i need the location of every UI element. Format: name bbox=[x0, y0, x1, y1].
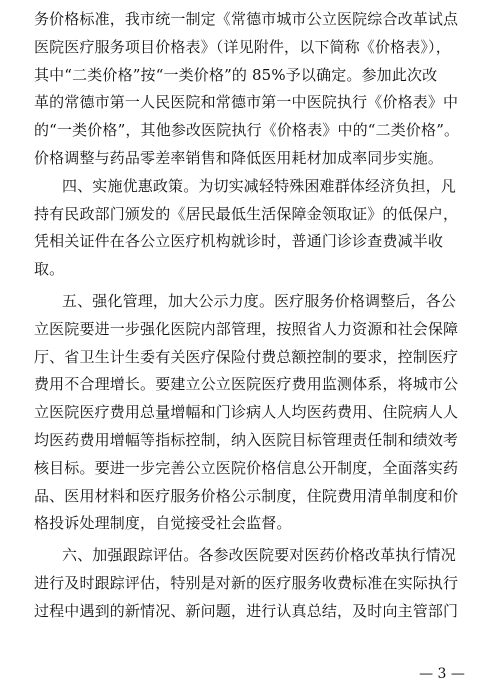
text-line: 格投诉处理制度，自觉接受社会监督。 bbox=[34, 514, 292, 533]
text-line: 均医药费用增幅等指标控制，纳入医院目标管理责任制和绩效考 bbox=[34, 430, 459, 449]
text-line: 费用不合理增长。要建立公立医院医疗费用监测体系，将城市公 bbox=[34, 375, 459, 394]
page-number: — 3 — bbox=[419, 666, 465, 682]
text-line: 过程中遇到的新情况、新问题，进行认真总结，及时向主管部门 bbox=[34, 601, 459, 620]
section-heading-line: 六、加强跟踪评估。各参改医院要对医药价格改革执行情况 bbox=[62, 546, 456, 565]
text-line: 的“一类价格”，其他参改医院执行《价格表》中的“二类价格”。 bbox=[34, 121, 460, 140]
text-line: 品、医用材料和医疗服务价格公示制度，住院费用清单制度和价 bbox=[34, 486, 459, 505]
text-line: 价格调整与药品零差率销售和降低医用耗材加成率同步实施。 bbox=[34, 148, 444, 167]
text-line: 核目标。要进一步完善公立医院价格信息公开制度，全面落实药 bbox=[34, 458, 459, 477]
section-heading-line: 四、实施优惠政策。为切实减轻特殊困难群体经济负担，凡 bbox=[62, 176, 456, 195]
text-line: 立医院医疗费用总量增幅和门诊病人人均医药费用、住院病人人 bbox=[34, 403, 459, 422]
text-line: 取。 bbox=[34, 260, 65, 279]
text-line: 进行及时跟踪评估，特别是对新的医疗服务收费标准在实际执行 bbox=[34, 573, 459, 592]
text-line: 持有民政部门颁发的《居民最低生活保障金领取证》的低保户， bbox=[34, 204, 459, 223]
body-text bbox=[34, 6, 464, 626]
section-heading-line: 五、强化管理，加大公示力度。医疗服务价格调整后，各公 bbox=[62, 291, 456, 310]
text-line: 凭相关证件在各公立医疗机构就诊时，普通门诊诊查费减半收 bbox=[34, 232, 444, 251]
text-line: 革的常德市第一人民医院和常德市第一中医院执行《价格表》中 bbox=[34, 93, 459, 112]
text-line: 立医院要进一步强化医院内部管理，按照省人力资源和社会保障 bbox=[34, 319, 459, 338]
text-line: 务价格标准，我市统一制定《常德市城市公立医院综合改革试点 bbox=[34, 10, 459, 28]
text-line: 医院医疗服务项目价格表》（详见附件，以下简称《价格表》）， bbox=[34, 37, 451, 56]
text-line: 厅、省卫生计生委有关医疗保险付费总额控制的要求，控制医疗 bbox=[34, 347, 459, 366]
text-line: 其中“二类价格”按“一类价格”的 85%予以确定。参加此次改 bbox=[34, 65, 438, 84]
